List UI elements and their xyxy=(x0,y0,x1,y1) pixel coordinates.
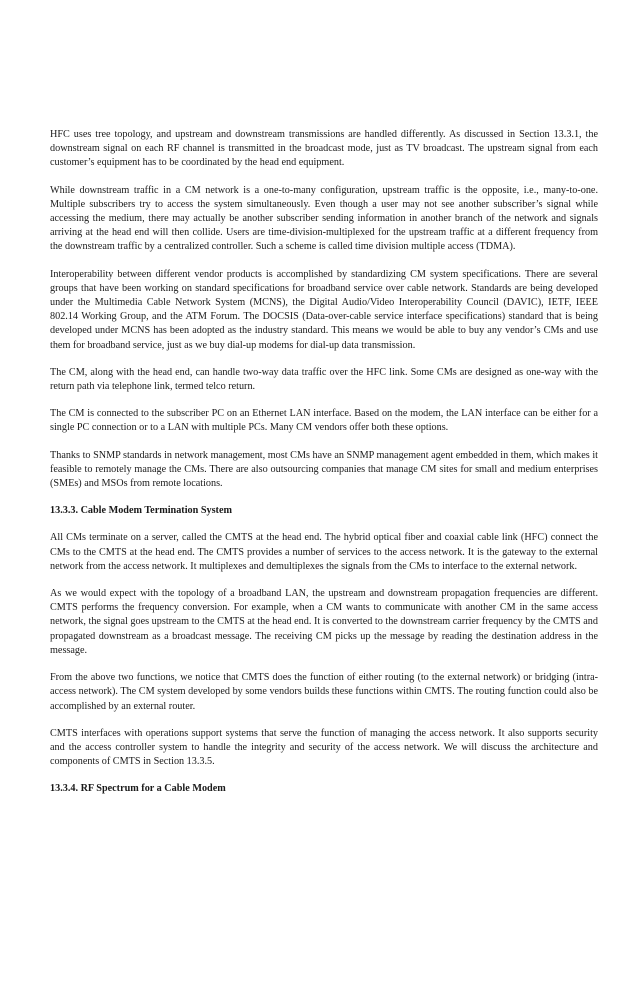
paragraph-routing-bridging: From the above two functions, we notice that CMTS does the function of either routing (to the external network) or bridging (intra-access network). The CM system developed by some vendors builds these functions within CMTS. The routing function could also be accomplished by an external router. xyxy=(50,672,598,712)
paragraph-snmp: Thanks to SNMP standards in network management, most CMs have an SNMP management agent embedded in them, which makes it feasible to remotely manage the CMs. There are also outsourcing companies that manage CM sites for small and medium enterprises (SMEs) and MSOs from remote locations. xyxy=(50,449,598,490)
paragraph-hfc-topology: HFC uses tree topology, and upstream and downstream transmissions are handled differently. As discussed in Section 13.3.1, the downstream signal on each RF channel is transmitted in the broadcast mode, just as TV broadcast. The upstream signal from each customer’s equipment has to be coordinated by the head end equipment. xyxy=(50,129,598,169)
paragraph-operations-support: CMTS interfaces with operations support systems that serve the function of managing the access network. It also supports security and the access controller system to handle the integrity and security of the access network. We will discuss the architecture and components of CMTS in Section 13.3.5. xyxy=(50,727,598,768)
paragraph-cmts-server: All CMs terminate on a server, called the CMTS at the head end. The hybrid optical fiber and coaxial cable link (HFC) connect the CMs to the CMTS at the head end. The CMTS provides a number of services to the access network. It is the gateway to the external network from the access network. It multiplexes and demultiplexes the signals from the CMs to interface to the external network. xyxy=(50,532,598,572)
paragraph-lan-interface: The CM is connected to the subscriber PC on an Ethernet LAN interface. Based on the modem, the LAN interface can be either for a single PC connection or to a LAN with multiple PCs. Many CM vendors offer both these options. xyxy=(50,408,598,434)
section-heading-cmts: 13.3.3. Cable Modem Termination System xyxy=(50,505,232,517)
page-body xyxy=(50,128,598,810)
paragraph-interoperability: Interoperability between different vendor products is accomplished by standardizing CM system specifications. There are several groups that have been working on standard specifications for broadband service over cable network. Standards are being developed under the Multimedia Cable Network System (MCNS), the Digital Audio/Video Interoperability Council (DAVIC), IETF, IEEE 802.14 Working Group, and the ATM Forum. The DOCSIS (Data-over-cable service interface specifications) standard that is being developed under MCNS has been adopted as the industry standard. This means we would be able to buy any vendor’s CMs and use them for broadband service, just as we buy dial-up modems for dial-up data transmission. xyxy=(50,268,598,351)
paragraph-upstream-tdma: While downstream traffic in a CM network is a one-to-many configuration, upstream traffic is the opposite, i.e., many-to-one. Multiple subscribers try to access the system simultaneously. Even though a user may not see another subscriber’s signal while accessing the medium, there may actually be another subscriber sending information in another branch of the network and signals arriving at the head end will then collide. Users are time-division-multiplexed for the upstream traffic at a different frequency from the downstream traffic by a centralized controller. Such a scheme is called time division multiple access (TDMA). xyxy=(50,184,598,253)
paragraph-two-way-traffic: The CM, along with the head end, can handle two-way data traffic over the HFC link. Some CMs are designed as one-way with the return path via telephone link, termed telco return. xyxy=(50,366,598,393)
section-heading-rf-spectrum: 13.3.4. RF Spectrum for a Cable Modem xyxy=(50,783,226,795)
paragraph-frequency-conversion: As we would expect with the topology of a broadband LAN, the upstream and downstream propagation frequencies are different. CMTS performs the frequency conversion. For example, when a CM wants to communicate with another CM in the same access network, the signal goes upstream to the CMTS at the head end. It is converted to the downstream carrier frequency by the CMTS and propagated downstream as a broadcast message. The receiving CM picks up the message by reading the destination address in the message. xyxy=(50,588,598,656)
